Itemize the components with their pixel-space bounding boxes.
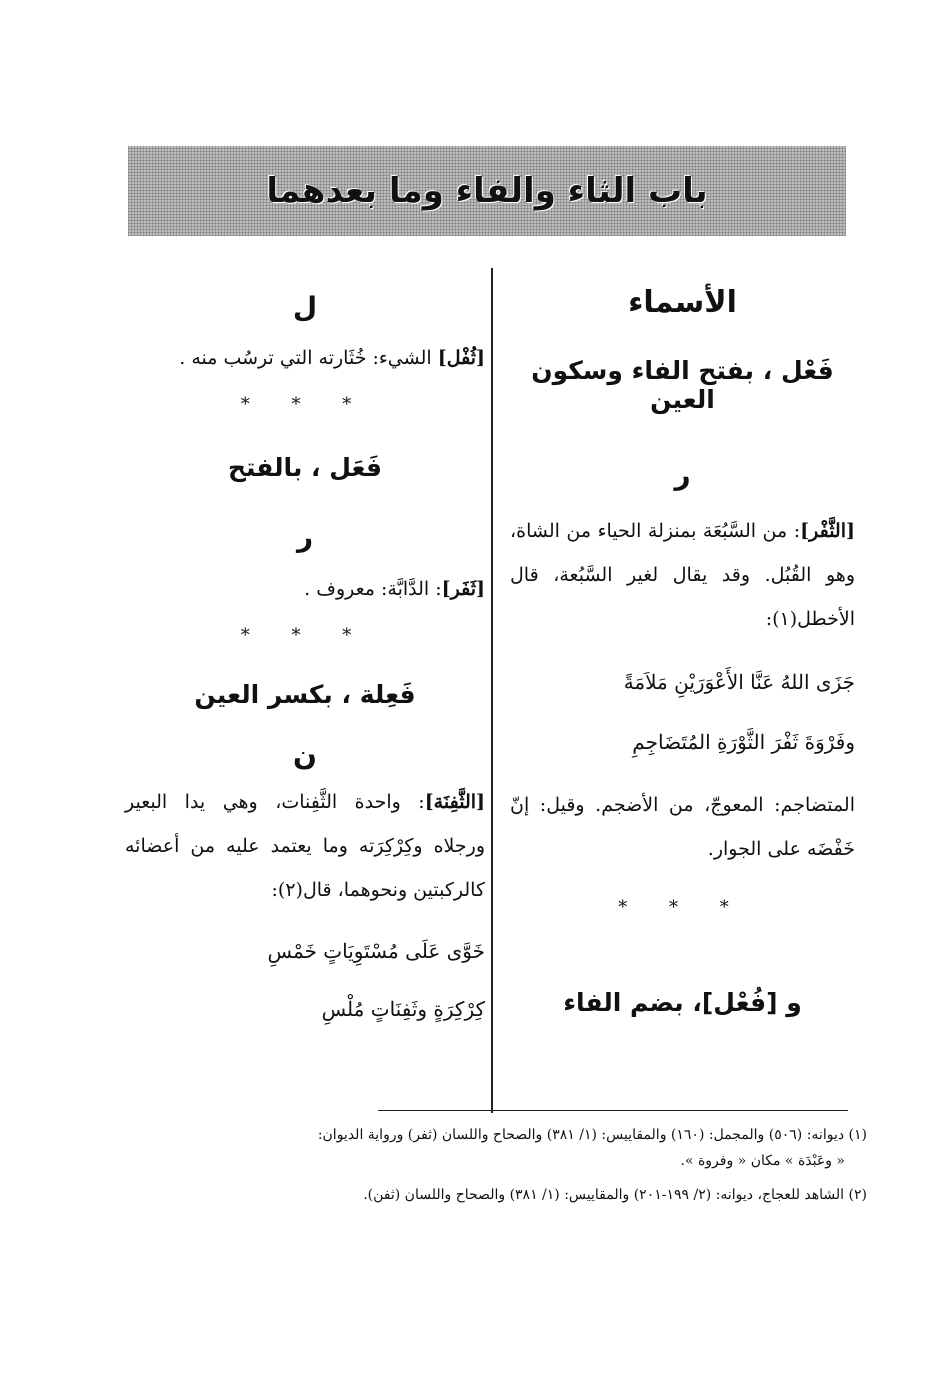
verse-line-2: كِرْكِرَةٍ وثَفِنَاتٍ مُلْسِ xyxy=(321,997,485,1021)
entry-thufl xyxy=(125,336,485,380)
verse-line-1: خَوَّى عَلَى مُسْتَوِيَاتٍ خَمْسِ xyxy=(267,939,485,963)
subtitle-fu3l xyxy=(510,988,855,1017)
verse-line-2: وفَرْوَةَ ثَفْرَ الثَّوْرَةِ المُتَضَاجِمِ xyxy=(632,730,855,754)
letter-heading-r2: ر xyxy=(296,520,314,553)
letter-heading-n: ن xyxy=(293,739,317,772)
subtitle-fa3ila: فَعِلة ، بكسر العين xyxy=(194,680,416,709)
subtitle-fa3al: فَعَل ، بالفتح xyxy=(227,453,383,482)
entry-definition: : واحدة الثَّفِنات، وهي يدا البعير ورجلاه وكِرْكِرَته وما يعتمد عليه من أعضائه كالركبتين ونحوهما، قال(٢): xyxy=(125,791,485,901)
subtitle-prefix: و xyxy=(786,988,802,1017)
column-divider xyxy=(491,268,493,1113)
entry-explanation: المتضاجم: المعوجّ، من الأضجم. وقيل: إنّ خَفْضَه على الجوار. xyxy=(510,794,855,860)
subtitle-fa3l: فَعْل ، بفتح الفاء وسكون العين xyxy=(531,356,834,414)
footnote-2: (٢) الشاهد للعجاج، ديوانه: (٢/ ١٩٩-٢٠١) والمقاييس: (١/ ٣٨١) والصحاح واللسان (ثفن). xyxy=(363,1187,867,1203)
chapter-header-band xyxy=(128,146,846,236)
right-column xyxy=(510,285,855,1017)
chapter-title: باب الثاء والفاء وما بعدهما xyxy=(266,171,708,211)
footnotes xyxy=(122,1122,867,1208)
entry-thafina xyxy=(125,780,485,912)
entry-headword: [الثَّفْر] xyxy=(800,520,855,542)
entry-thafr xyxy=(510,509,855,641)
footnote-1-line-1: (١) ديوانه: (٥٠٦) والمجمل: (١٦٠) والمقاييس: (١/ ٣٨١) والصحاح واللسان (ثفر) ورواية الديوان: xyxy=(317,1127,867,1143)
left-column xyxy=(125,285,485,1036)
footnote-rule xyxy=(378,1110,848,1111)
section-separator-stars: * * * xyxy=(618,897,747,918)
entry-headword: [ثَفَر] xyxy=(441,578,485,600)
section-title: الأسماء xyxy=(628,285,737,320)
footnote-1-line-2: « وعَبْدَة » مكان « وفروة ». xyxy=(680,1153,845,1169)
letter-heading-r: ر xyxy=(674,458,691,491)
entry-definition: : من السَّبُعَة بمنزلة الحياء من الشاة، وهو القُبُل. وقد يقال لغير السَّبُعة، قال الأخطل(١): xyxy=(510,520,855,630)
entry-headword: [الثَّفِنَة] xyxy=(424,791,485,813)
entry-definition: الشيء: خُثَارته التي ترسُب منه . xyxy=(179,347,432,369)
subtitle-rest: ، بضم الفاء xyxy=(563,988,702,1017)
separator-stars-1: * * * xyxy=(240,394,370,415)
separator-stars-2: * * * xyxy=(240,625,370,646)
subtitle-pattern: [فُعْل] xyxy=(701,988,778,1017)
entry-definition: : الدَّابَّة: معروف . xyxy=(304,578,442,600)
entry-headword: [ثُفْل] xyxy=(437,347,485,369)
verse-line-1: جَزَى اللهُ عَنَّا الأَعْوَرَيْنِ مَلاَمَةً xyxy=(623,670,855,694)
letter-heading-l: ل xyxy=(292,291,318,324)
entry-thafar xyxy=(125,567,485,611)
